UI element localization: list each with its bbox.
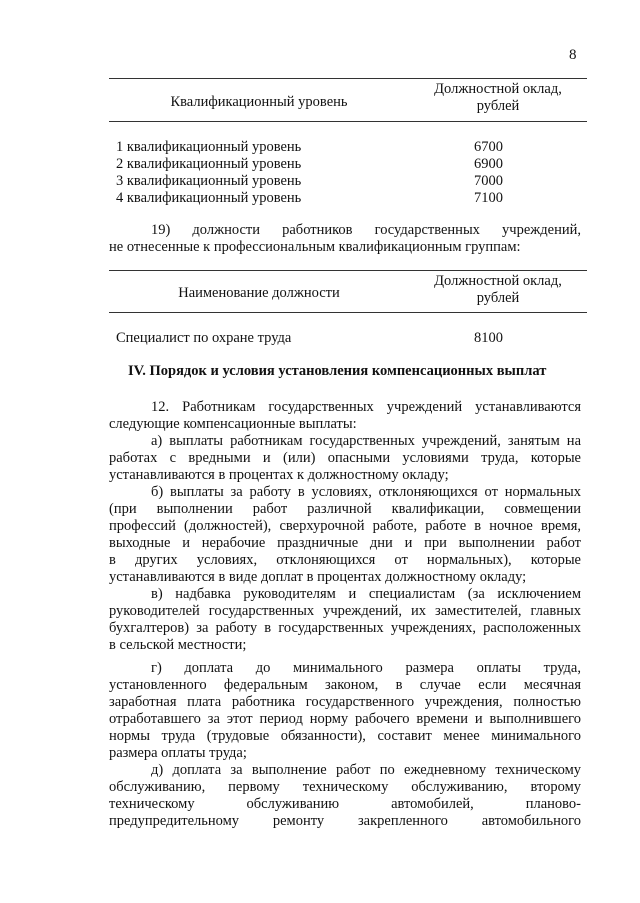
- paragraph-line: профессий (должностей), сверхурочной работе, работе в ночное время,: [109, 518, 581, 534]
- paragraph-line: следующие компенсационные выплаты:: [109, 416, 357, 432]
- table1-row-salary: 7100: [474, 190, 503, 206]
- paragraph-line: нормы труда (трудовые обязанности), составит менее минимального: [109, 728, 581, 744]
- table1-col2-header-line1: Должностной оклад,: [434, 81, 562, 97]
- table1-col2-header-line2: рублей: [476, 98, 520, 114]
- paragraph-line: устанавливаются в виде доплат в процентах должностному окладу;: [109, 569, 527, 585]
- item19-line: не отнесенные к профессиональным квалификационным группам:: [109, 239, 521, 255]
- table1-row-salary: 6700: [474, 139, 503, 155]
- table2-row-salary: 8100: [474, 330, 503, 346]
- table1-header-rule: [109, 121, 587, 122]
- table1-top-rule: [109, 78, 587, 79]
- paragraph-line: бухгалтеров) за работу в государственных учреждениях, расположенных: [109, 620, 581, 636]
- paragraph-line: обслуживанию, первому техническому обслуживанию, второму: [109, 779, 581, 795]
- table1-row-salary: 7000: [474, 173, 503, 189]
- paragraph-line: 12. Работникам государственных учреждений устанавливаются: [151, 399, 581, 415]
- paragraph-line: д) доплата за выполнение работ по ежедневному техническому: [151, 762, 581, 778]
- paragraph-line: а) выплаты работникам государственных учреждений, занятым на: [151, 433, 581, 449]
- table1-row-salary: 6900: [474, 156, 503, 172]
- paragraph-line: предупредительному ремонту закрепленного автомобильного: [109, 813, 581, 829]
- paragraph-line: заработная плата работника государственного учреждения, полностью: [109, 694, 581, 710]
- paragraph-line: руководителей государственных учреждений, их заместителей, главных: [109, 603, 581, 619]
- paragraph-line: в) надбавка руководителям и специалистам (за исключением: [151, 586, 581, 602]
- table1-col1-header: Квалификационный уровень: [170, 94, 348, 110]
- paragraph-line: техническому обслуживанию автомобилей, планово-: [109, 796, 581, 812]
- table1-row-level: 3 квалификационный уровень: [116, 173, 302, 189]
- paragraph-line: устанавливаются в процентах к должностному окладу;: [109, 467, 449, 483]
- table2-col2-header-line1: Должностной оклад,: [434, 273, 562, 289]
- table2-top-rule: [109, 270, 587, 271]
- paragraph-line: установленного федеральным законом, в случае если месячная: [109, 677, 581, 693]
- table1-row-level: 2 квалификационный уровень: [116, 156, 302, 172]
- table1-row-level: 1 квалификационный уровень: [116, 139, 302, 155]
- page-number: 8: [569, 47, 577, 63]
- paragraph-line: в других условиях, отклоняющихся от нормальных), которые: [109, 552, 581, 568]
- paragraph-line: выходные и нерабочие праздничные дни и при выполнении работ: [109, 535, 581, 551]
- item19-line: 19) должности работников государственных учреждений,: [151, 222, 581, 238]
- paragraph-line: в сельской местности;: [109, 637, 247, 653]
- paragraph-line: работах с вредными и (или) опасными условиями труда, которые: [109, 450, 581, 466]
- table2-header-rule: [109, 312, 587, 313]
- section-heading: IV. Порядок и условия установления компенсационных выплат: [128, 363, 547, 379]
- table2-col1-header: Наименование должности: [178, 285, 340, 301]
- paragraph-line: размера оплаты труда;: [109, 745, 247, 761]
- paragraph-line: (при выполнении работ различной квалификации, совмещении: [109, 501, 581, 517]
- paragraph-line: б) выплаты за работу в условиях, отклоняющихся от нормальных: [151, 484, 581, 500]
- paragraph-line: отработавшего за этот период норму рабочего времени и выполнившего: [109, 711, 581, 727]
- table1-row-level: 4 квалификационный уровень: [116, 190, 302, 206]
- paragraph-line: г) доплата до минимального размера оплаты труда,: [151, 660, 581, 676]
- table2-col2-header-line2: рублей: [476, 290, 520, 306]
- table2-row-position: Специалист по охране труда: [116, 330, 292, 346]
